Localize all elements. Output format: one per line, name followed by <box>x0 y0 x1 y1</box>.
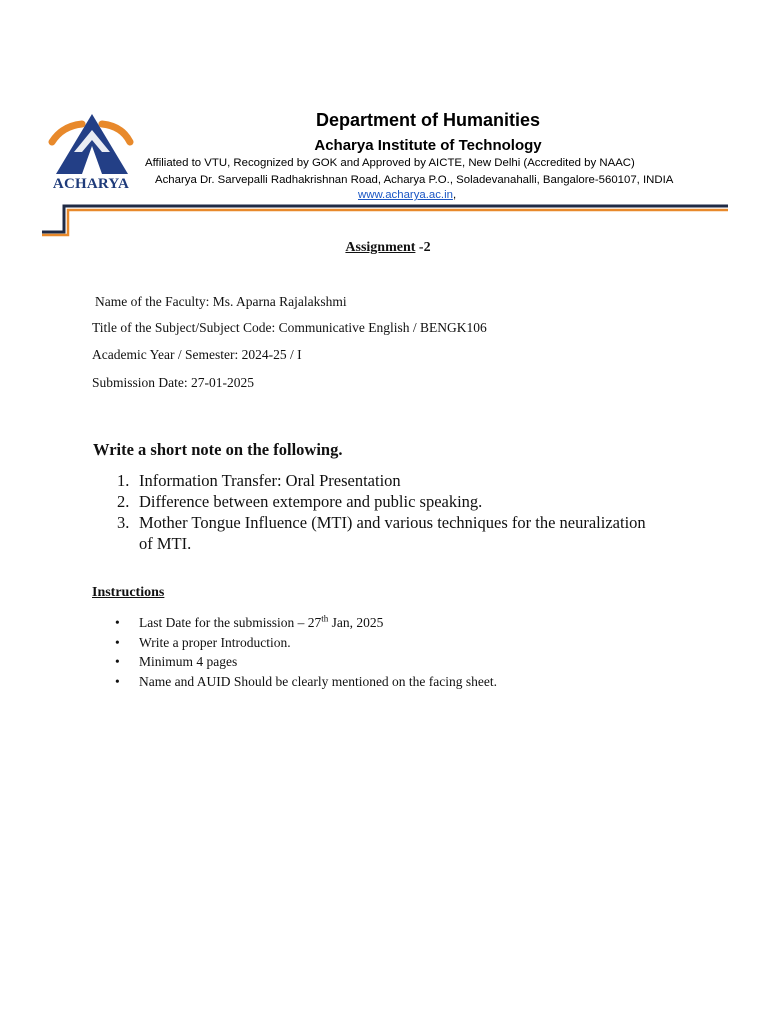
bullet-icon: • <box>115 634 120 650</box>
instruction-text: Write a proper Introduction. <box>139 634 291 650</box>
faculty-line: Name of the Faculty: Ms. Aparna Rajalakshmi <box>95 294 347 309</box>
bullet-icon: • <box>115 615 120 630</box>
institute-name: Acharya Institute of Technology <box>314 137 542 154</box>
submission-date-line: Submission Date: 27-01-2025 <box>92 375 254 390</box>
header-rule-lines <box>40 200 730 240</box>
questions-heading: Write a short note on the following. <box>93 440 343 459</box>
website-suffix: , <box>452 189 457 201</box>
bullet-icon: • <box>115 673 120 689</box>
assignment-title <box>0 240 768 256</box>
address-line: Acharya Dr. Sarvepalli Radhakrishnan Road, Acharya P.O., Soladevanahalli, Bangalore-560107, INDIA <box>155 174 674 186</box>
instructions-heading: Instructions <box>92 585 165 600</box>
instruction-text: Minimum 4 pages <box>139 654 238 669</box>
assignment-word: Assignment <box>345 240 416 255</box>
question-item <box>95 470 655 491</box>
website-link[interactable]: www.acharya.ac.in <box>358 189 453 201</box>
affiliation-line: Affiliated to VTU, Recognized by GOK and Approved by AICTE, New Delhi (Accredited by NAAC) <box>145 157 635 169</box>
instruction-item <box>115 652 497 672</box>
department-title: Department of Humanities <box>315 110 541 130</box>
question-number: 2. <box>117 492 130 511</box>
academic-year-line: Academic Year / Semester: 2024-25 / I <box>92 347 302 362</box>
logo-wordmark: ACHARYA <box>52 176 130 192</box>
question-text: Difference between extempore and public speaking. <box>139 492 483 511</box>
question-item <box>95 512 655 554</box>
question-item <box>95 491 655 512</box>
question-text: Mother Tongue Influence (MTI) and various techniques for the neuralization of MTI. <box>139 513 646 553</box>
bullet-icon: • <box>115 654 120 669</box>
instruction-item <box>115 613 497 633</box>
instruction-text: Name and AUID Should be clearly mentioned on the facing sheet. <box>139 673 498 689</box>
instruction-item <box>115 633 497 653</box>
last-date-sup: th <box>321 613 329 624</box>
question-text: Information Transfer: Oral Presentation <box>139 471 401 490</box>
instruction-item <box>115 672 497 692</box>
assignment-number: -2 <box>415 240 431 255</box>
last-date-suffix: Jan, 2025 <box>328 615 384 630</box>
questions-list <box>95 470 655 554</box>
instructions-list <box>115 613 497 691</box>
last-date-prefix: Last Date for the submission – 27 <box>139 615 322 630</box>
subject-line: Title of the Subject/Subject Code: Communicative English / BENGK106 <box>92 320 487 335</box>
question-number: 3. <box>117 513 130 532</box>
question-number: 1. <box>117 471 130 490</box>
